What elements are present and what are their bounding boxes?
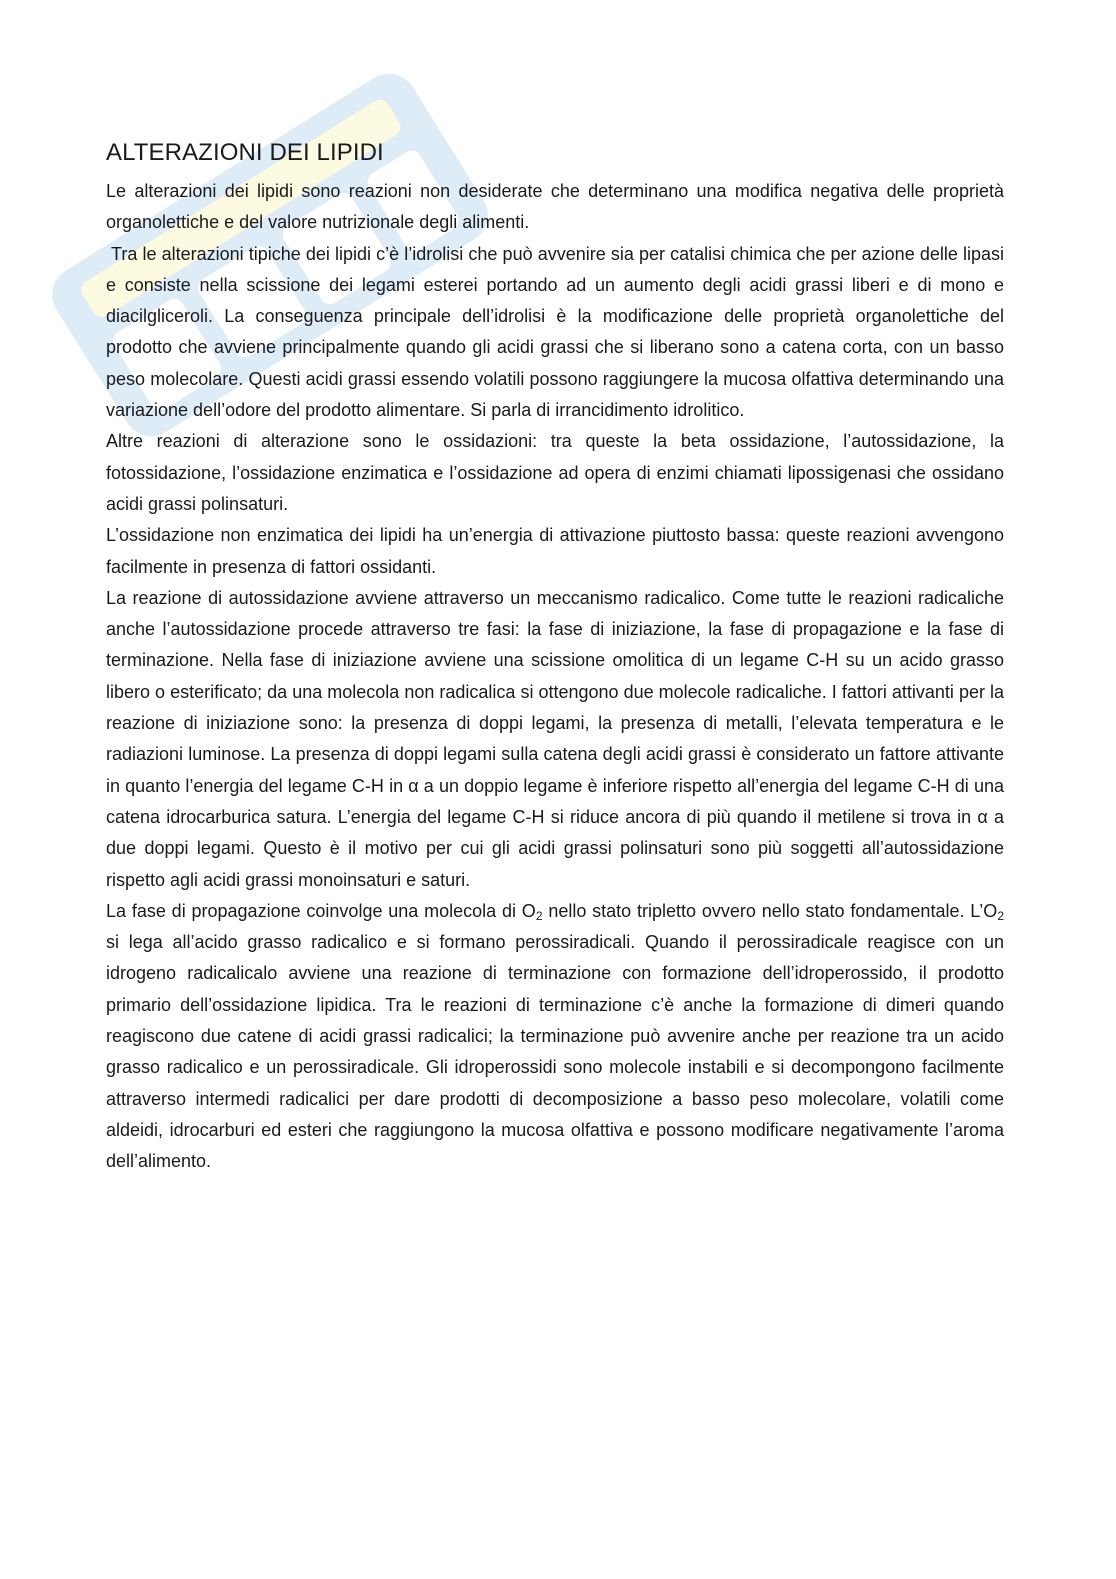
text-segment: La fase di propagazione coinvolge una molecola di O — [106, 900, 536, 921]
subscript: 2 — [997, 908, 1004, 923]
paragraph-intro: Le alterazioni dei lipidi sono reazioni non desiderate che determinano una modifica negativa delle proprietà organolettiche e del valore nutrizionale degli alimenti. — [106, 181, 1004, 233]
paragraph-ossidazioni: Altre reazioni di alterazione sono le ossidazioni: tra queste la beta ossidazione, l’autossidazione, la fotossidazione, l’ossidazione enzimatica e l’ossidazione ad opera di enzimi chiamati lipossigenasi che ossidano acidi grassi polinsaturi. — [106, 431, 1004, 514]
text-segment: nello stato tripletto ovvero nello stato fondamentale. L’O — [542, 900, 998, 921]
document-title: ALTERAZIONI DEI LIPIDI — [106, 139, 384, 166]
subscript: 2 — [535, 908, 543, 923]
text-segment: si lega all’acido grasso radicalico e si formano perossiradicali. Quando il perossiradicale reagisce con un idrogeno radicalicalo avviene una reazione di terminazione con formazione dell’idroperossido, il prodotto primario dell’ossidazione lipidica. Tra le reazioni di terminazione c’è anche la formazione di dimeri quando reagiscono due catene di acidi grassi radicalici; la terminazione può avvenire anche per reazione tra un acido grasso radicalico e un perossiradicale. Gli idroperossidi sono molecole instabili e si decompongono facilmente attraverso intermedi radicalici per dare prodotti di decomposizione a basso peso molecolare, volatili come aldeidi, idrocarburi ed esteri che raggiungono la mucosa olfattiva e possono modificare negativamente l’aroma dell’alimento. — [106, 932, 1004, 1172]
paragraph-idrolisi: Tra le alterazioni tipiche dei lipidi c’è l’idrolisi che può avvenire sia per catalisi chimica che per azione delle lipasi e consiste nella scissione dei legami esterei portando ad un aumento degli acidi grassi liberi e di mono e diacilgliceroli. La conseguenza principale dell’idrolisi è la modificazione delle proprietà organolettiche del prodotto che avviene principalmente quando gli acidi grassi che si liberano sono a catena corta, con un basso peso molecolare. Questi acidi grassi essendo volatili possono raggiungere la mucosa olfattiva determinando una variazione dell’odore del prodotto alimentare. Si parla di irrancidimento idrolitico. — [106, 243, 1004, 421]
paragraph-propagazione — [106, 896, 1004, 1178]
document-page — [106, 136, 1004, 1178]
paragraph-ossidazione-non-enzimatica: L’ossidazione non enzimatica dei lipidi ha un’energia di attivazione piuttosto bassa: queste reazioni avvengono facilmente in presenza di fattori ossidanti. — [106, 525, 1004, 577]
paragraph-autossidazione: La reazione di autossidazione avviene attraverso un meccanismo radicalico. Come tutte le reazioni radicaliche anche l’autossidazione procede attraverso tre fasi: la fase di iniziazione, la fase di propagazione e la fase di terminazione. Nella fase di iniziazione avviene una scissione omolitica di un legame C-H su un acido grasso libero o esterificato; da una molecola non radicalica si ottengono due molecole radicaliche. I fattori attivanti per la reazione di iniziazione sono: la presenza di doppi legami, la presenza di metalli, l’elevata temperatura e le radiazioni luminose. La presenza di doppi legami sulla catena degli acidi grassi è considerato un fattore attivante in quanto l’energia del legame C-H in α a un doppio legame è inferiore rispetto all’energia del legame C-H di una catena idrocarburica satura. L’energia del legame C-H si riduce ancora di più quando il metilene si trova in α a due doppi legami. Questo è il motivo per cui gli acidi grassi polinsaturi sono più soggetti all’autossidazione rispetto agli acidi grassi monoinsaturi e saturi. — [106, 587, 1004, 890]
